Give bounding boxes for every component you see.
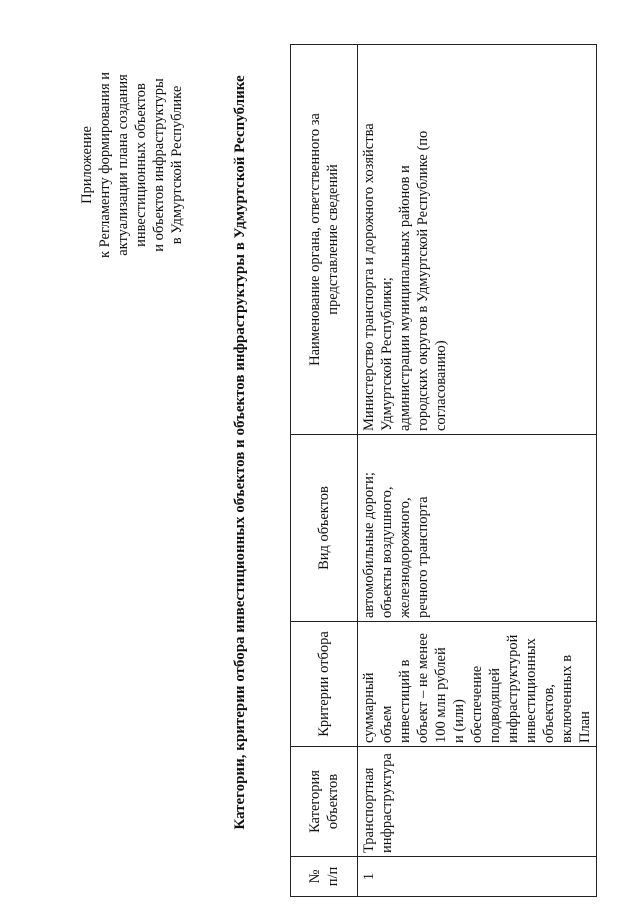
header-authority: Наименование органа, ответственного за представление сведений xyxy=(291,45,358,435)
appendix-line: актуализации плана создания xyxy=(115,74,131,256)
table-header-row xyxy=(291,45,358,897)
document-title: Категории, критерии отбора инвестиционных объектов и объектов инфраструктуры в Удмуртской Республике xyxy=(232,75,248,830)
criteria-table xyxy=(290,44,597,897)
appendix-line: Приложение xyxy=(79,126,95,204)
appendix-block xyxy=(78,15,186,315)
row-authority: Министерство транспорта и дорожного хозяйства Удмуртской Республики; администрации муниципальных районов и городских округов в Удмуртской Республике (по согласованию) xyxy=(358,45,597,435)
header-object-types: Вид объектов xyxy=(291,435,358,622)
appendix-line: в Удмуртской Республике xyxy=(169,85,185,245)
appendix-line: и объектов инфраструктуры xyxy=(151,78,167,252)
appendix-line: инвестиционных объектов xyxy=(133,83,149,247)
row-category: Транспортная инфраструктура xyxy=(358,747,597,857)
header-number: № п/п xyxy=(291,857,358,897)
appendix-line: к Регламенту формирования и xyxy=(97,71,113,259)
row-object-types: автомобильные дороги; объекты воздушного, железнодорожного, речного транспорта xyxy=(358,435,597,622)
row-criteria: суммарный объем инвестиций в объект – не менее 100 млн рублей и (или) обеспечение подводящей инфраструктурой инвестиционных объектов, включенных в План xyxy=(358,622,597,747)
header-category: Категория объектов xyxy=(291,747,358,857)
header-criteria: Критерии отбора xyxy=(291,622,358,747)
row-number: 1 xyxy=(358,857,597,897)
table-row xyxy=(358,45,597,897)
